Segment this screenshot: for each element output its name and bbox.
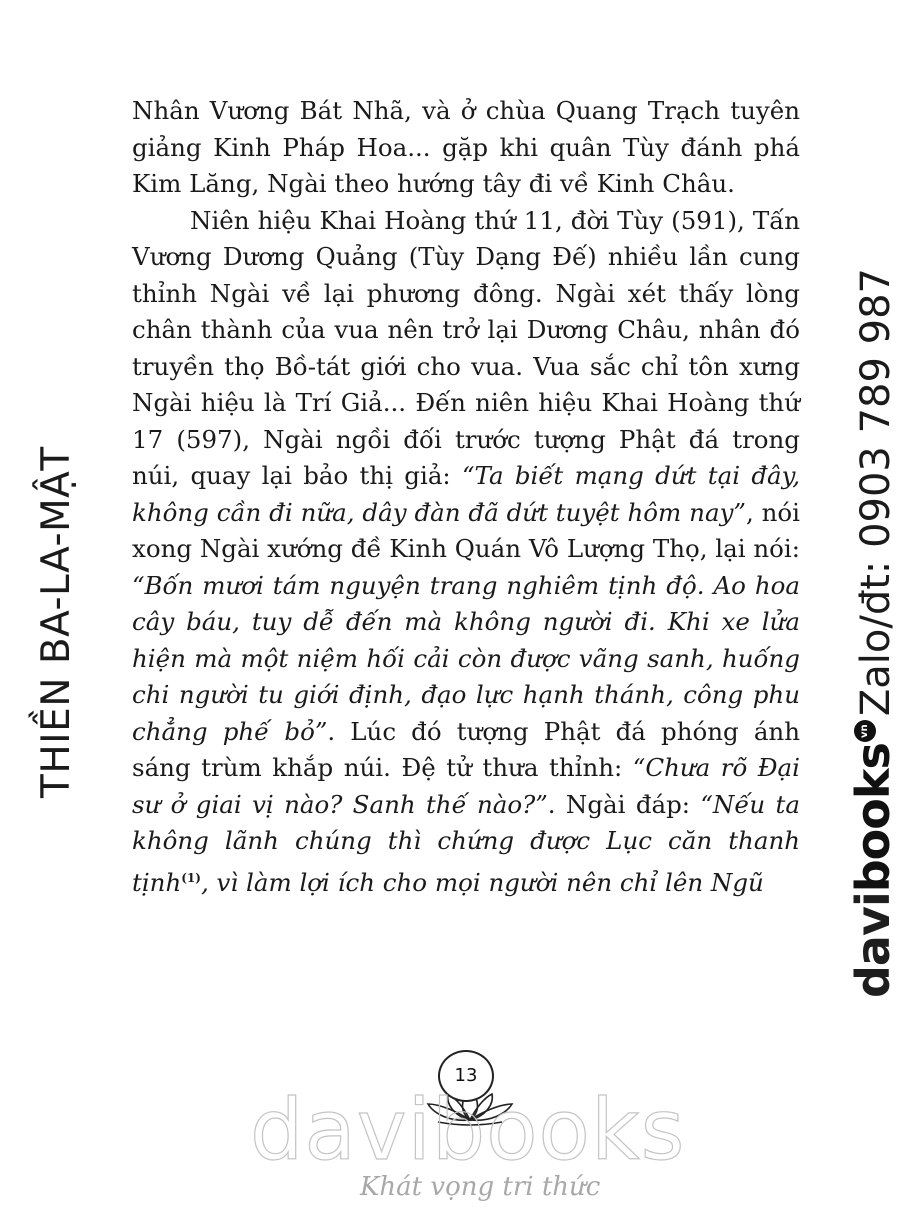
brand-name-davi: davi [846, 892, 900, 998]
paragraph-2-text-d: . Ngài đáp: [547, 789, 701, 819]
contact-phone: Zalo/đt: 0903 789 987 [853, 267, 899, 717]
paragraph-2-text-c: . Lúc đó tượng Phật đá phóng ánh sáng trùm khắp núi. Đệ tử thưa thỉnh: [132, 716, 800, 782]
paragraph-1: Nhân Vương Bát Nhã, và ở chùa Quang Trạch tuyên giảng Kinh Pháp Hoa... gặp khi quân Tùy đánh phá Kim Lăng, Ngài theo hướng tây đi về Kinh Châu. [132, 96, 800, 198]
paragraph-2-text-a: Niên hiệu Khai Hoàng thứ 11, đời Tùy (591), Tấn Vương Dương Quảng (Tùy Dạng Đế) nhiều lần cung thỉnh Ngài về lại phương đông. Ngài xét thấy lòng chân thành của vua nên trở lại Dương Châu, nhân đó truyền thọ Bồ-tát giới cho vua. Vua sắc chỉ tôn xưng Ngài hiệu là Trí Giả... Đến niên hiệu Khai Hoàng thứ 17 (597), Ngài ngồi đối trước tượng Phật đá trong núi, quay lại bảo thị giả: [132, 205, 800, 490]
footnote-reference: (1) [181, 870, 201, 885]
quote-bon-muoi-tam-nguyen: “Bốn mươi tám nguyện trang nghiêm tịnh độ. Ao hoa cây báu, tuy dễ đến mà không người đi. Khi xe lửa hiện mà một niệm hối cải còn được vãng sanh, huống chi người tu giới định, đạo lực hạnh thánh, công phu chẳng phế bỏ” [132, 570, 800, 746]
page-number: 13 [438, 1050, 494, 1102]
watermark-logo: davibooks [250, 1081, 686, 1179]
paragraph-2-text-b: , nói xong Ngài xướng đề Kinh Quán Vô Lượng Thọ, lại nói: [132, 497, 800, 563]
book-title-sidebar: THIỀN BA-LA-MẬT [34, 446, 79, 798]
brand-name-books: books [846, 743, 900, 893]
quote-ta-biet-mang: “Ta biết mạng dứt tại đây, không cần đi nữa, dây đàn đã dứt tuyệt hôm nay” [132, 461, 800, 527]
quote-chua-ro-dai-su: “Chưa rõ Đại sư ở giai vị nào? Sanh thế nào?” [132, 753, 800, 819]
quote-neu-ta-continued: , vì làm lợi ích cho mọi người nên chỉ lên Ngũ [200, 867, 764, 897]
quote-neu-ta: “Nếu ta không lãnh chúng thì chứng được Lục căn thanh tịnh [132, 789, 800, 897]
paragraph-2 [132, 203, 800, 902]
watermark-tagline: Khát vọng tri thức [360, 1172, 601, 1202]
vn-badge-icon: vn [854, 720, 876, 742]
publisher-contact-sidebar [838, 238, 900, 998]
book-page-body [132, 93, 800, 901]
